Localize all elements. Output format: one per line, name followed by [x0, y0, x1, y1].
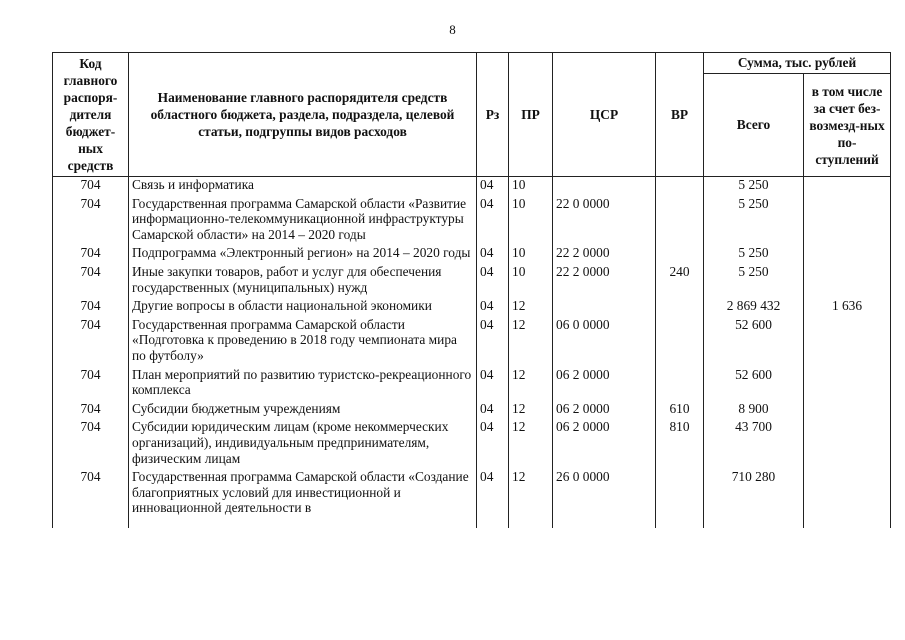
cell-name: Подпрограмма «Электронный регион» на 2014 – 2020 годы — [129, 245, 477, 264]
cell-vr: 610 — [656, 401, 704, 420]
cell-code: 704 — [53, 367, 129, 401]
cell-vr — [656, 367, 704, 401]
cell-name: Субсидии юридическим лицам (кроме некоммерческих организаций), индивидуальным предпринимателям, физическим лицам — [129, 419, 477, 469]
cell-free — [804, 196, 891, 246]
header-vr: ВР — [656, 53, 704, 177]
page-number: 8 — [449, 22, 456, 37]
cell-total: 2 869 432 — [704, 298, 804, 317]
header-rz: Рз — [477, 53, 509, 177]
table-row — [53, 367, 891, 401]
cell-pr: 12 — [509, 469, 553, 528]
cell-csr — [553, 177, 656, 196]
cell-vr — [656, 298, 704, 317]
table-row — [53, 317, 891, 367]
table-row — [53, 401, 891, 420]
cell-rz: 04 — [477, 469, 509, 528]
cell-free — [804, 245, 891, 264]
cell-total: 5 250 — [704, 245, 804, 264]
cell-code: 704 — [53, 401, 129, 420]
cell-csr: 22 0 0000 — [553, 196, 656, 246]
cell-name: Субсидии бюджетным учреждениям — [129, 401, 477, 420]
cell-free — [804, 317, 891, 367]
header-total: Всего — [704, 74, 804, 177]
cell-total: 5 250 — [704, 196, 804, 246]
cell-pr: 10 — [509, 177, 553, 196]
cell-code: 704 — [53, 264, 129, 298]
cell-total: 52 600 — [704, 367, 804, 401]
cell-csr: 22 2 0000 — [553, 264, 656, 298]
cell-rz: 04 — [477, 264, 509, 298]
cell-vr — [656, 469, 704, 528]
cell-csr: 22 2 0000 — [553, 245, 656, 264]
header-code: Код главного распоря-дителя бюджет-ных средств — [53, 53, 129, 177]
cell-pr: 12 — [509, 401, 553, 420]
table-body — [53, 177, 891, 528]
cell-pr: 10 — [509, 264, 553, 298]
cell-code: 704 — [53, 177, 129, 196]
table-row — [53, 298, 891, 317]
cell-code: 704 — [53, 196, 129, 246]
header-free: в том числе за счет без-возмезд-ных по-ступлений — [804, 74, 891, 177]
table-row — [53, 245, 891, 264]
cell-csr: 26 0 0000 — [553, 469, 656, 528]
cell-pr: 10 — [509, 245, 553, 264]
table-row — [53, 196, 891, 246]
cell-name: Другие вопросы в области национальной экономики — [129, 298, 477, 317]
cell-vr — [656, 196, 704, 246]
cell-vr — [656, 177, 704, 196]
budget-table — [52, 52, 891, 528]
cell-total: 8 900 — [704, 401, 804, 420]
cell-total: 710 280 — [704, 469, 804, 528]
cell-vr: 240 — [656, 264, 704, 298]
cell-rz: 04 — [477, 245, 509, 264]
cell-pr: 12 — [509, 298, 553, 317]
cell-rz: 04 — [477, 177, 509, 196]
cell-free — [804, 177, 891, 196]
table-row — [53, 469, 891, 528]
cell-total: 5 250 — [704, 177, 804, 196]
cell-code: 704 — [53, 298, 129, 317]
cell-code: 704 — [53, 245, 129, 264]
cell-free — [804, 419, 891, 469]
cell-rz: 04 — [477, 196, 509, 246]
cell-code: 704 — [53, 469, 129, 528]
header-pr: ПР — [509, 53, 553, 177]
cell-rz: 04 — [477, 367, 509, 401]
cell-name: Государственная программа Самарской области «Создание благоприятных условий для инвестиционной и инновационной деятельности в — [129, 469, 477, 528]
table-row — [53, 177, 891, 196]
cell-name: Связь и информатика — [129, 177, 477, 196]
cell-pr: 12 — [509, 317, 553, 367]
cell-rz: 04 — [477, 401, 509, 420]
cell-code: 704 — [53, 317, 129, 367]
cell-rz: 04 — [477, 298, 509, 317]
cell-name: Государственная программа Самарской области «Подготовка к проведению в 2018 году чемпионата мира по футболу» — [129, 317, 477, 367]
cell-total: 43 700 — [704, 419, 804, 469]
cell-free: 1 636 — [804, 298, 891, 317]
header-name: Наименование главного распорядителя средств областного бюджета, раздела, подраздела, целевой статьи, подгруппы видов расходов — [129, 53, 477, 177]
cell-csr: 06 2 0000 — [553, 401, 656, 420]
cell-free — [804, 469, 891, 528]
table-row — [53, 264, 891, 298]
cell-free — [804, 264, 891, 298]
cell-code: 704 — [53, 419, 129, 469]
cell-total: 5 250 — [704, 264, 804, 298]
cell-rz: 04 — [477, 419, 509, 469]
cell-csr: 06 0 0000 — [553, 317, 656, 367]
cell-rz: 04 — [477, 317, 509, 367]
cell-pr: 12 — [509, 367, 553, 401]
table-row — [53, 419, 891, 469]
cell-csr: 06 2 0000 — [553, 419, 656, 469]
header-sum: Сумма, тыс. рублей — [704, 53, 891, 74]
cell-free — [804, 367, 891, 401]
cell-pr: 10 — [509, 196, 553, 246]
cell-csr: 06 2 0000 — [553, 367, 656, 401]
cell-vr: 810 — [656, 419, 704, 469]
cell-name: Государственная программа Самарской области «Развитие информационно-телекоммуникационной инфраструктуры Самарской области» на 2014 – 2020 годы — [129, 196, 477, 246]
cell-free — [804, 401, 891, 420]
header-csr: ЦСР — [553, 53, 656, 177]
cell-vr — [656, 245, 704, 264]
cell-csr — [553, 298, 656, 317]
cell-pr: 12 — [509, 419, 553, 469]
cell-vr — [656, 317, 704, 367]
cell-name: Иные закупки товаров, работ и услуг для обеспечения государственных (муниципальных) нужд — [129, 264, 477, 298]
cell-total: 52 600 — [704, 317, 804, 367]
cell-name: План мероприятий по развитию туристско-рекреационного комплекса — [129, 367, 477, 401]
